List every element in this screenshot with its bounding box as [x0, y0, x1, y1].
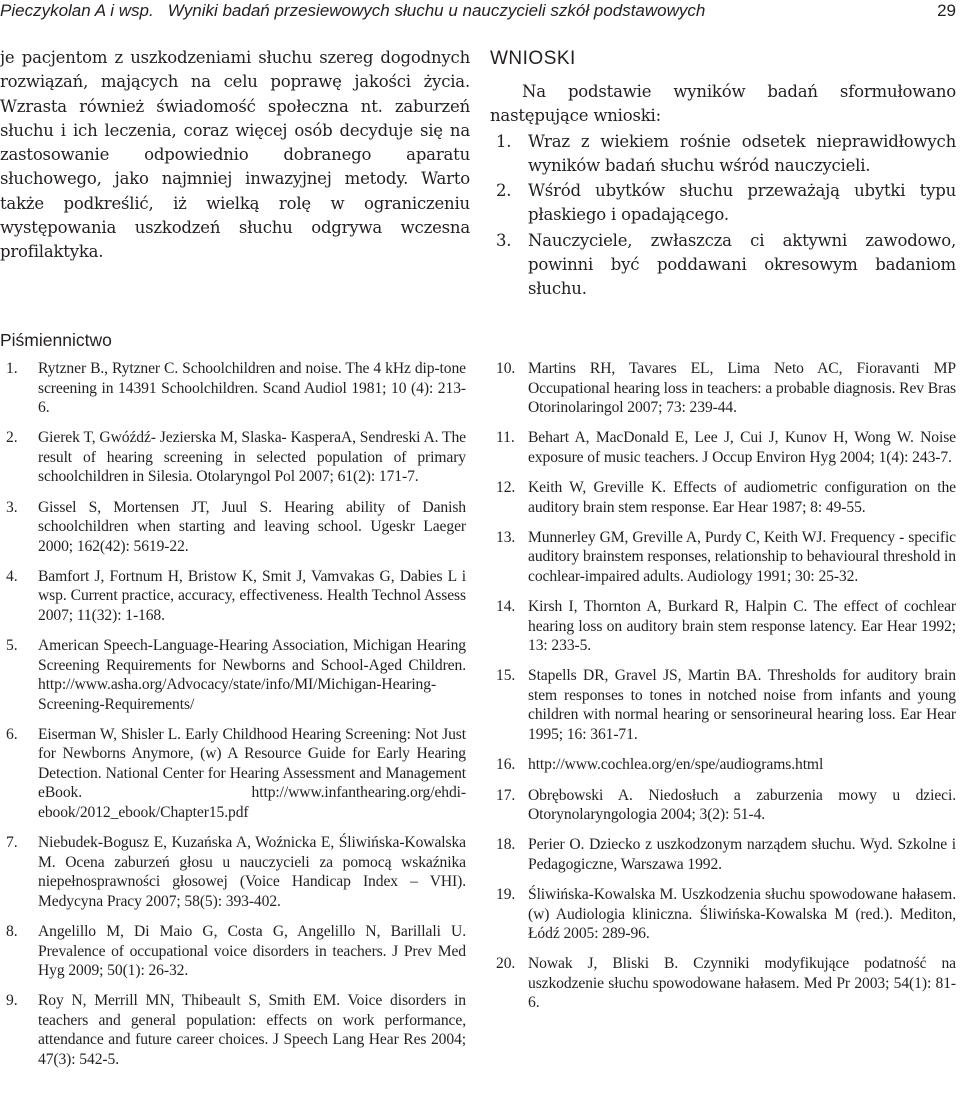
reference-number: 18. [496, 836, 516, 854]
conclusion-item [490, 229, 956, 302]
reference-text: Martins RH, Tavares EL, Lima Neto AC, Fioravanti MP Occupational hearing loss in teachers: a probable diagnosis. Rev Bras Otorinolaringol 2007; 73: 239-44. [528, 360, 956, 416]
reference-item [490, 597, 956, 656]
reference-text: Perier O. Dziecko z uszkodzonym narządem słuchu. Wyd. Szkolne i Pedagogiczne, Warszawa 1992. [528, 836, 956, 873]
reference-item [0, 428, 466, 487]
reference-item [0, 725, 466, 823]
reference-number: 4. [6, 567, 18, 585]
reference-item [490, 478, 956, 517]
references-right-column [490, 359, 956, 1024]
reference-number: 1. [6, 360, 18, 377]
conclusion-text: Wraz z wiekiem rośnie odsetek nieprawidłowych wyników badań słuchu wśród nauczycieli. [528, 131, 956, 175]
conclusion-number: 3. [496, 230, 512, 250]
reference-number: 6. [6, 725, 18, 743]
reference-item [0, 833, 466, 911]
conclusion-item [490, 130, 956, 179]
conclusion-number: 2. [496, 181, 512, 201]
reference-number: 11. [496, 429, 515, 447]
reference-item [0, 498, 466, 557]
reference-item [490, 954, 956, 1013]
reference-number: 7. [6, 834, 18, 852]
reference-item [0, 567, 466, 626]
reference-text: Gierek T, Gwóźdź- Jezierska M, Slaska- KasperaA, Sendreski A. The result of hearing screening in selected population of primary schoolchildren in Silesia. Otolaryngol Pol 2007; 61(2): 171-7. [38, 429, 466, 486]
reference-number: 5. [6, 637, 18, 655]
intro-paragraph: je pacjentom z uszkodzeniami słuchu szereg dogodnych rozwiązań, mających na celu poprawę jakości życia. Wzrasta również świadomość społeczna nt. zaburzeń słuchu i ich leczenia, coraz więcej osób decyduje się na zastosowanie odpowiednio dobranego aparatu słuchowego, jako najmniej inwazyjnej metody. Warto także podkreślić, iż wielką rolę w ograniczeniu występowania uszkodzeń słuchu odgrywa wczesna profilaktyka. [0, 48, 470, 262]
reference-text: Nowak J, Bliski B. Czynniki modyfikujące podatność na uszkodzenie słuchu spowodowane hałasem. Med Pr 2003; 54(1): 81-6. [528, 955, 956, 1012]
reference-number: 15. [496, 667, 516, 685]
reference-item [490, 666, 956, 744]
conclusion-item [490, 179, 956, 228]
reference-item [490, 359, 956, 418]
header-title: Wyniki badań przesiewowych słuchu u nauczycieli szkół podstawowych [167, 1, 706, 20]
reference-text: http://www.cochlea.org/en/spe/audiograms.html [528, 756, 824, 774]
reference-item [0, 636, 466, 714]
reference-item [490, 528, 956, 587]
conclusions-section [490, 46, 956, 302]
reference-number: 12. [496, 479, 516, 497]
reference-text: Rytzner B., Rytzner C. Schoolchildren and noise. The 4 kHz dip-tone screening in 14391 Schoolchildren. Scand Audiol 1981; 10 (4): 213-6. [38, 360, 466, 416]
reference-text: Keith W, Greville K. Effects of audiometric configuration on the auditory brain stem response. Ear Hear 1987; 8: 49-55. [528, 479, 956, 516]
reference-item [490, 885, 956, 944]
running-header-text [0, 1, 705, 21]
page-number: 29 [937, 1, 956, 20]
reference-text: Roy N, Merrill MN, Thibeault S, Smith EM. Voice disorders in teachers and general population: effects on work performance, attendance and future career choices. J Speech Lang Hear Res 2004; 47(3): 542-5. [38, 992, 466, 1068]
running-header [0, 0, 960, 24]
reference-text: Angelillo M, Di Maio G, Costa G, Angelillo N, Barillali U. Prevalence of occupational voice disorders in teachers. J Prev Med Hyg 2009; 50(1): 26-32. [38, 923, 466, 980]
reference-item [490, 755, 956, 775]
reference-item [490, 835, 956, 874]
header-authors: Pieczykolan A i wsp. [0, 1, 154, 20]
reference-text: Bamfort J, Fortnum H, Bristow K, Smit J, Vamvakas G, Dabies L i wsp. Current practice, accuracy, effectiveness. Health Technol Assess 2007; 11(32): 1-168. [38, 567, 466, 624]
conclusions-intro: Na podstawie wyników badań sformułowano następujące wnioski: [490, 82, 956, 126]
conclusion-number: 1. [496, 131, 512, 151]
reference-item [0, 991, 466, 1069]
reference-number: 9. [6, 992, 18, 1010]
reference-text: Munnerley GM, Greville A, Purdy C, Keith WJ. Frequency - specific auditory brainstem responses, relationship to behavioural threshold in cochlear-impaired adults. Audiology 1991; 30: 25-32. [528, 528, 956, 585]
conclusions-list [490, 130, 956, 302]
reference-number: 14. [496, 598, 516, 616]
reference-number: 10. [496, 360, 516, 377]
reference-text: American Speech-Language-Hearing Association, Michigan Hearing Screening Requirements for Newborns and School-Aged Children. http://www.asha.org/Advocacy/state/info/MI/Michigan-Hearing-Screening-Requirements/ [38, 637, 466, 713]
reference-text: Eiserman W, Shisler L. Early Childhood Hearing Screening: Not Just for Newborns Anymore, (w) A Resource Guide for Early Hearing Detection. National Center for Hearing Assessment and Management eBook. http://www.infanthearing.org/ehdi-ebook/2012_ebook/Chapter15.pdf [38, 725, 466, 821]
reference-item [0, 922, 466, 981]
reference-item [0, 359, 466, 418]
reference-number: 19. [496, 886, 516, 904]
reference-number: 8. [6, 923, 18, 941]
reference-text: Śliwińska-Kowalska M. Uszkodzenia słuchu spowodowane hałasem. (w) Audiologia kliniczna. Śliwińska-Kowalska M (red.). Mediton, Łódź 2005: 289-96. [528, 886, 956, 943]
reference-number: 3. [6, 498, 18, 516]
reference-number: 2. [6, 429, 18, 447]
conclusion-text: Wśród ubytków słuchu przeważają ubytki typu płaskiego i opadającego. [528, 181, 956, 225]
reference-text: Obrębowski A. Niedosłuch a zaburzenia mowy u dzieci. Otorynolaryngologia 2004; 3(2): 51-4. [528, 786, 956, 824]
references-left-column [0, 359, 466, 1080]
reference-number: 13. [496, 528, 516, 546]
conclusions-title: WNIOSKI [490, 48, 576, 69]
reference-number: 16. [496, 756, 516, 774]
reference-text: Kirsh I, Thornton A, Burkard R, Halpin C. The effect of cochlear hearing loss on auditory brain stem response latency. Ear Hear 1992; 13: 233-5. [528, 598, 956, 655]
reference-item [490, 786, 956, 825]
reference-number: 17. [496, 786, 516, 804]
reference-text: Gissel S, Mortensen JT, Juul S. Hearing ability of Danish schoolchildren when starting and leaving school. Ugeskr Laeger 2000; 162(42): 5619-22. [38, 498, 466, 555]
reference-text: Niebudek-Bogusz E, Kuzańska A, Woźnicka E, Śliwińska-Kowalska M. Ocena zaburzeń głosu u nauczycieli za pomocą wskaźnika niepełnosprawności głosowej (Voice Handicap Index – VHI). Medycyna Pracy 2007; 58(5): 393-402. [38, 834, 466, 910]
reference-text: Stapells DR, Gravel JS, Martin BA. Thresholds for auditory brain stem responses to tones in notched noise from infants and young children with normal hearing or sensorineural hearing loss. Ear Hear 1995; 16: 361-71. [528, 667, 956, 743]
reference-text: Behart A, MacDonald E, Lee J, Cui J, Kunov H, Wong W. Noise exposure of music teachers. J Occup Environ Hyg 2004; 1(4): 243-7. [528, 429, 956, 466]
reference-item [490, 428, 956, 467]
conclusion-text: Nauczyciele, zwłaszcza ci aktywni zawodowo, powinni być poddawani okresowym badaniom słuchu. [528, 230, 956, 299]
references-title: Piśmiennictwo [0, 330, 112, 350]
reference-number: 20. [496, 955, 516, 973]
